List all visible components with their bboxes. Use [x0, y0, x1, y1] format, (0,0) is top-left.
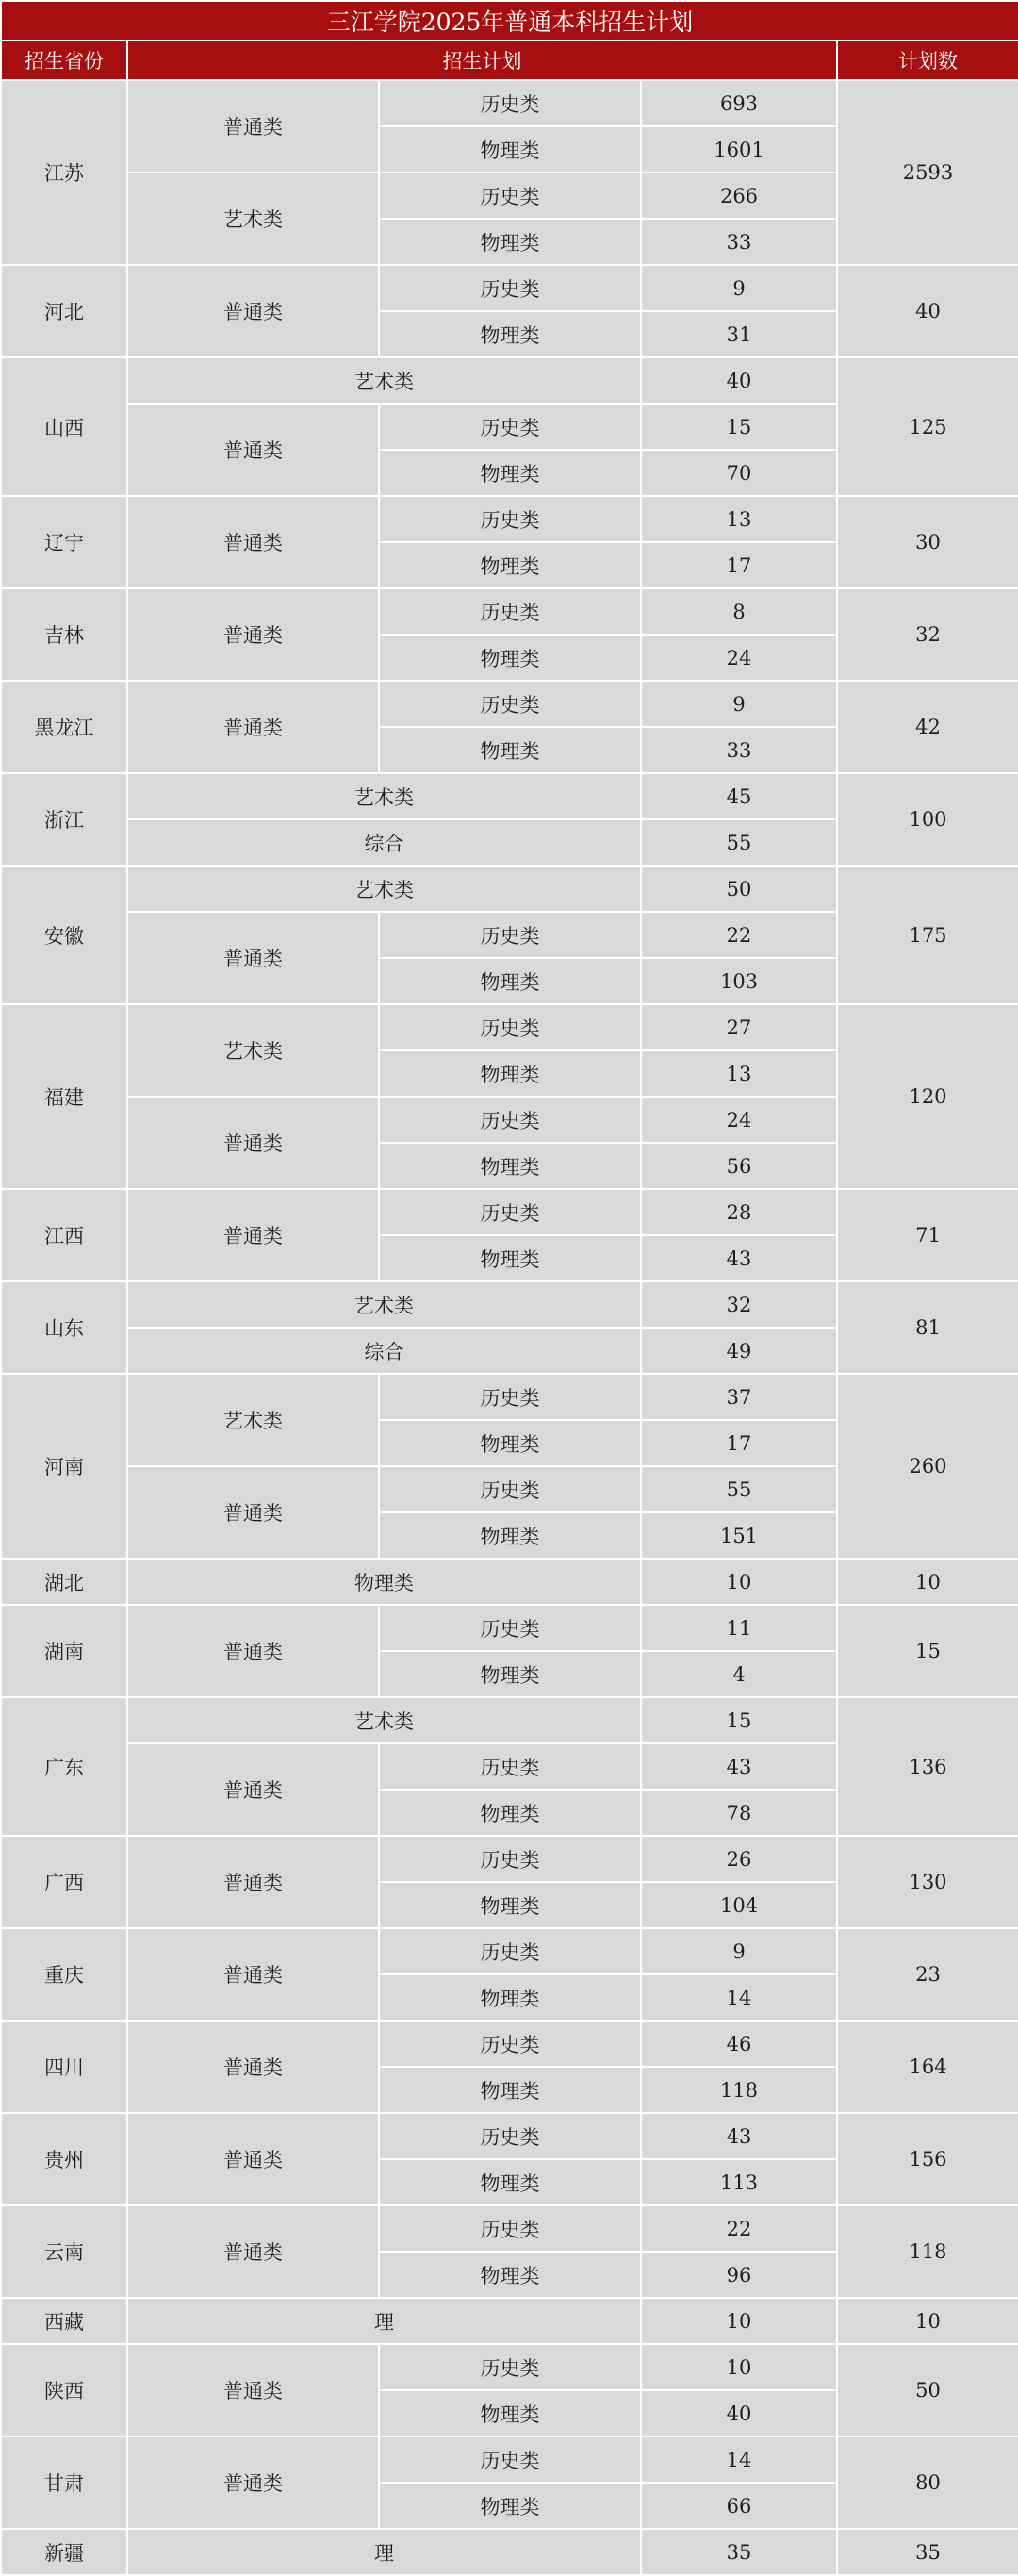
count-cell: 37 — [641, 1374, 837, 1420]
category-cell: 普通类 — [127, 1836, 379, 1928]
count-cell: 1601 — [641, 126, 837, 173]
province-cell: 浙江 — [1, 773, 127, 866]
table-row — [1, 681, 1018, 727]
total-cell: 10 — [837, 2298, 1018, 2344]
table-row — [1, 496, 1018, 542]
category-cell: 普通类 — [127, 80, 379, 173]
total-cell: 260 — [837, 1374, 1018, 1559]
category-cell: 普通类 — [127, 2113, 379, 2205]
province-cell: 广西 — [1, 1836, 127, 1928]
category-cell: 普通类 — [127, 588, 379, 681]
count-cell: 49 — [641, 1328, 837, 1374]
subcategory-cell: 物理类 — [379, 1974, 641, 2021]
count-cell: 55 — [641, 1466, 837, 1512]
table-row — [1, 2436, 1018, 2483]
category-cell: 普通类 — [127, 1097, 379, 1189]
table-title: 三江学院2025年普通本科招生计划 — [1, 1, 1018, 41]
category-cell: 普通类 — [127, 404, 379, 496]
subcategory-cell: 历史类 — [379, 80, 641, 126]
table-row — [1, 1374, 1018, 1420]
total-cell: 164 — [837, 2021, 1018, 2113]
total-cell: 15 — [837, 1605, 1018, 1697]
category-cell: 普通类 — [127, 496, 379, 588]
count-cell: 17 — [641, 542, 837, 588]
category-cell: 综合 — [127, 819, 641, 866]
subcategory-cell: 物理类 — [379, 1882, 641, 1928]
province-cell: 吉林 — [1, 588, 127, 681]
count-cell: 33 — [641, 219, 837, 265]
count-cell: 33 — [641, 727, 837, 773]
total-cell: 2593 — [837, 80, 1018, 265]
subcategory-cell: 物理类 — [379, 450, 641, 496]
count-cell: 13 — [641, 1050, 837, 1097]
table-row — [1, 265, 1018, 311]
category-cell: 理 — [127, 2298, 641, 2344]
category-cell: 普通类 — [127, 912, 379, 1004]
category-cell: 综合 — [127, 1328, 641, 1374]
subcategory-cell: 历史类 — [379, 1189, 641, 1235]
subcategory-cell: 物理类 — [379, 2390, 641, 2436]
province-cell: 安徽 — [1, 866, 127, 1004]
total-cell: 125 — [837, 357, 1018, 496]
total-cell: 10 — [837, 1559, 1018, 1605]
subcategory-cell: 物理类 — [379, 1420, 641, 1466]
province-cell: 陕西 — [1, 2344, 127, 2436]
count-cell: 55 — [641, 819, 837, 866]
subcategory-cell: 物理类 — [379, 1512, 641, 1559]
count-cell: 4 — [641, 1651, 837, 1697]
count-cell: 24 — [641, 635, 837, 681]
subcategory-cell: 历史类 — [379, 1004, 641, 1050]
subcategory-cell: 物理类 — [379, 542, 641, 588]
subcategory-cell: 历史类 — [379, 681, 641, 727]
count-cell: 24 — [641, 1097, 837, 1143]
table-row — [1, 2205, 1018, 2252]
count-cell: 22 — [641, 912, 837, 958]
category-cell: 艺术类 — [127, 773, 641, 819]
header-province: 招生省份 — [1, 41, 127, 80]
total-cell: 42 — [837, 681, 1018, 773]
header-count: 计划数 — [837, 41, 1018, 80]
count-cell: 14 — [641, 2436, 837, 2483]
subcategory-cell: 物理类 — [379, 727, 641, 773]
subcategory-cell: 历史类 — [379, 496, 641, 542]
total-cell: 80 — [837, 2436, 1018, 2529]
province-cell: 辽宁 — [1, 496, 127, 588]
count-cell: 13 — [641, 496, 837, 542]
category-cell: 普通类 — [127, 1466, 379, 1559]
subcategory-cell: 物理类 — [379, 1790, 641, 1836]
subcategory-cell: 物理类 — [379, 126, 641, 173]
subcategory-cell: 历史类 — [379, 265, 641, 311]
subcategory-cell: 历史类 — [379, 1097, 641, 1143]
table-row — [1, 773, 1018, 819]
count-cell: 27 — [641, 1004, 837, 1050]
province-cell: 贵州 — [1, 2113, 127, 2205]
category-cell: 普通类 — [127, 2205, 379, 2298]
total-cell: 120 — [837, 1004, 1018, 1189]
count-cell: 10 — [641, 1559, 837, 1605]
subcategory-cell: 历史类 — [379, 1928, 641, 1974]
total-cell: 32 — [837, 588, 1018, 681]
subcategory-cell: 物理类 — [379, 2159, 641, 2205]
total-cell: 50 — [837, 2344, 1018, 2436]
category-cell: 艺术类 — [127, 1374, 379, 1466]
subcategory-cell: 历史类 — [379, 1836, 641, 1882]
table-row — [1, 357, 1018, 404]
province-cell: 四川 — [1, 2021, 127, 2113]
table-row — [1, 1004, 1018, 1050]
count-cell: 32 — [641, 1281, 837, 1328]
count-cell: 96 — [641, 2252, 837, 2298]
province-cell: 江苏 — [1, 80, 127, 265]
table-row — [1, 1928, 1018, 1974]
category-cell: 普通类 — [127, 681, 379, 773]
table-row — [1, 2298, 1018, 2344]
count-cell: 11 — [641, 1605, 837, 1651]
count-cell: 9 — [641, 265, 837, 311]
total-cell: 118 — [837, 2205, 1018, 2298]
table-row — [1, 2529, 1018, 2575]
table-row — [1, 1281, 1018, 1328]
count-cell: 28 — [641, 1189, 837, 1235]
province-cell: 广东 — [1, 1697, 127, 1836]
count-cell: 40 — [641, 2390, 837, 2436]
subcategory-cell: 物理类 — [379, 2483, 641, 2529]
category-cell: 普通类 — [127, 1928, 379, 2021]
subcategory-cell: 历史类 — [379, 404, 641, 450]
count-cell: 56 — [641, 1143, 837, 1189]
total-cell: 71 — [837, 1189, 1018, 1281]
category-cell: 普通类 — [127, 1743, 379, 1836]
count-cell: 693 — [641, 80, 837, 126]
count-cell: 22 — [641, 2205, 837, 2252]
subcategory-cell: 物理类 — [379, 2252, 641, 2298]
category-cell: 普通类 — [127, 1605, 379, 1697]
table-row — [1, 2113, 1018, 2159]
category-cell: 艺术类 — [127, 357, 641, 404]
province-cell: 重庆 — [1, 1928, 127, 2021]
subcategory-cell: 物理类 — [379, 219, 641, 265]
table-row — [1, 1605, 1018, 1651]
table-row — [1, 2344, 1018, 2390]
count-cell: 10 — [641, 2298, 837, 2344]
table-body — [1, 80, 1018, 2575]
count-cell: 40 — [641, 357, 837, 404]
province-cell: 山西 — [1, 357, 127, 496]
table-row — [1, 1559, 1018, 1605]
table-row — [1, 1697, 1018, 1743]
table-row — [1, 588, 1018, 635]
category-cell: 普通类 — [127, 2021, 379, 2113]
subcategory-cell: 历史类 — [379, 1374, 641, 1420]
subcategory-cell: 物理类 — [379, 2067, 641, 2113]
category-cell: 普通类 — [127, 2344, 379, 2436]
count-cell: 9 — [641, 1928, 837, 1974]
table-row — [1, 80, 1018, 126]
province-cell: 河北 — [1, 265, 127, 357]
subcategory-cell: 历史类 — [379, 588, 641, 635]
count-cell: 15 — [641, 404, 837, 450]
subcategory-cell: 物理类 — [379, 635, 641, 681]
table-row — [1, 1189, 1018, 1235]
province-cell: 新疆 — [1, 2529, 127, 2575]
count-cell: 151 — [641, 1512, 837, 1559]
subcategory-cell: 历史类 — [379, 2436, 641, 2483]
count-cell: 70 — [641, 450, 837, 496]
province-cell: 西藏 — [1, 2298, 127, 2344]
province-cell: 甘肃 — [1, 2436, 127, 2529]
subcategory-cell: 物理类 — [379, 1143, 641, 1189]
total-cell: 81 — [837, 1281, 1018, 1374]
province-cell: 福建 — [1, 1004, 127, 1189]
total-cell: 175 — [837, 866, 1018, 1004]
table-row — [1, 1836, 1018, 1882]
category-cell: 普通类 — [127, 1189, 379, 1281]
count-cell: 43 — [641, 2113, 837, 2159]
subcategory-cell: 物理类 — [379, 1651, 641, 1697]
total-cell: 156 — [837, 2113, 1018, 2205]
province-cell: 黑龙江 — [1, 681, 127, 773]
province-cell: 山东 — [1, 1281, 127, 1374]
category-cell: 艺术类 — [127, 1281, 641, 1328]
subcategory-cell: 物理类 — [379, 311, 641, 357]
subcategory-cell: 历史类 — [379, 2205, 641, 2252]
count-cell: 31 — [641, 311, 837, 357]
count-cell: 35 — [641, 2529, 837, 2575]
count-cell: 113 — [641, 2159, 837, 2205]
province-cell: 江西 — [1, 1189, 127, 1281]
count-cell: 104 — [641, 1882, 837, 1928]
province-cell: 云南 — [1, 2205, 127, 2298]
category-cell: 艺术类 — [127, 866, 641, 912]
subcategory-cell: 历史类 — [379, 2344, 641, 2390]
count-cell: 8 — [641, 588, 837, 635]
count-cell: 9 — [641, 681, 837, 727]
count-cell: 10 — [641, 2344, 837, 2390]
province-cell: 河南 — [1, 1374, 127, 1559]
category-cell: 物理类 — [127, 1559, 641, 1605]
province-cell: 湖北 — [1, 1559, 127, 1605]
category-cell: 艺术类 — [127, 1697, 641, 1743]
subcategory-cell: 历史类 — [379, 2113, 641, 2159]
total-cell: 136 — [837, 1697, 1018, 1836]
count-cell: 15 — [641, 1697, 837, 1743]
subcategory-cell: 历史类 — [379, 2021, 641, 2067]
subcategory-cell: 历史类 — [379, 1466, 641, 1512]
category-cell: 普通类 — [127, 265, 379, 357]
count-cell: 45 — [641, 773, 837, 819]
table-row — [1, 866, 1018, 912]
count-cell: 43 — [641, 1235, 837, 1281]
count-cell: 78 — [641, 1790, 837, 1836]
province-cell: 湖南 — [1, 1605, 127, 1697]
subcategory-cell: 历史类 — [379, 912, 641, 958]
subcategory-cell: 物理类 — [379, 1050, 641, 1097]
total-cell: 100 — [837, 773, 1018, 866]
count-cell: 14 — [641, 1974, 837, 2021]
subcategory-cell: 物理类 — [379, 1235, 641, 1281]
category-cell: 艺术类 — [127, 1004, 379, 1097]
count-cell: 266 — [641, 173, 837, 219]
count-cell: 66 — [641, 2483, 837, 2529]
count-cell: 118 — [641, 2067, 837, 2113]
count-cell: 103 — [641, 958, 837, 1004]
count-cell: 50 — [641, 866, 837, 912]
total-cell: 35 — [837, 2529, 1018, 2575]
category-cell: 艺术类 — [127, 173, 379, 265]
count-cell: 17 — [641, 1420, 837, 1466]
subcategory-cell: 历史类 — [379, 1605, 641, 1651]
count-cell: 26 — [641, 1836, 837, 1882]
table-row — [1, 2021, 1018, 2067]
total-cell: 23 — [837, 1928, 1018, 2021]
category-cell: 普通类 — [127, 2436, 379, 2529]
total-cell: 130 — [837, 1836, 1018, 1928]
total-cell: 30 — [837, 496, 1018, 588]
subcategory-cell: 物理类 — [379, 958, 641, 1004]
count-cell: 46 — [641, 2021, 837, 2067]
subcategory-cell: 历史类 — [379, 173, 641, 219]
category-cell: 理 — [127, 2529, 641, 2575]
subcategory-cell: 历史类 — [379, 1743, 641, 1790]
total-cell: 40 — [837, 265, 1018, 357]
header-plan: 招生计划 — [127, 41, 837, 80]
count-cell: 43 — [641, 1743, 837, 1790]
